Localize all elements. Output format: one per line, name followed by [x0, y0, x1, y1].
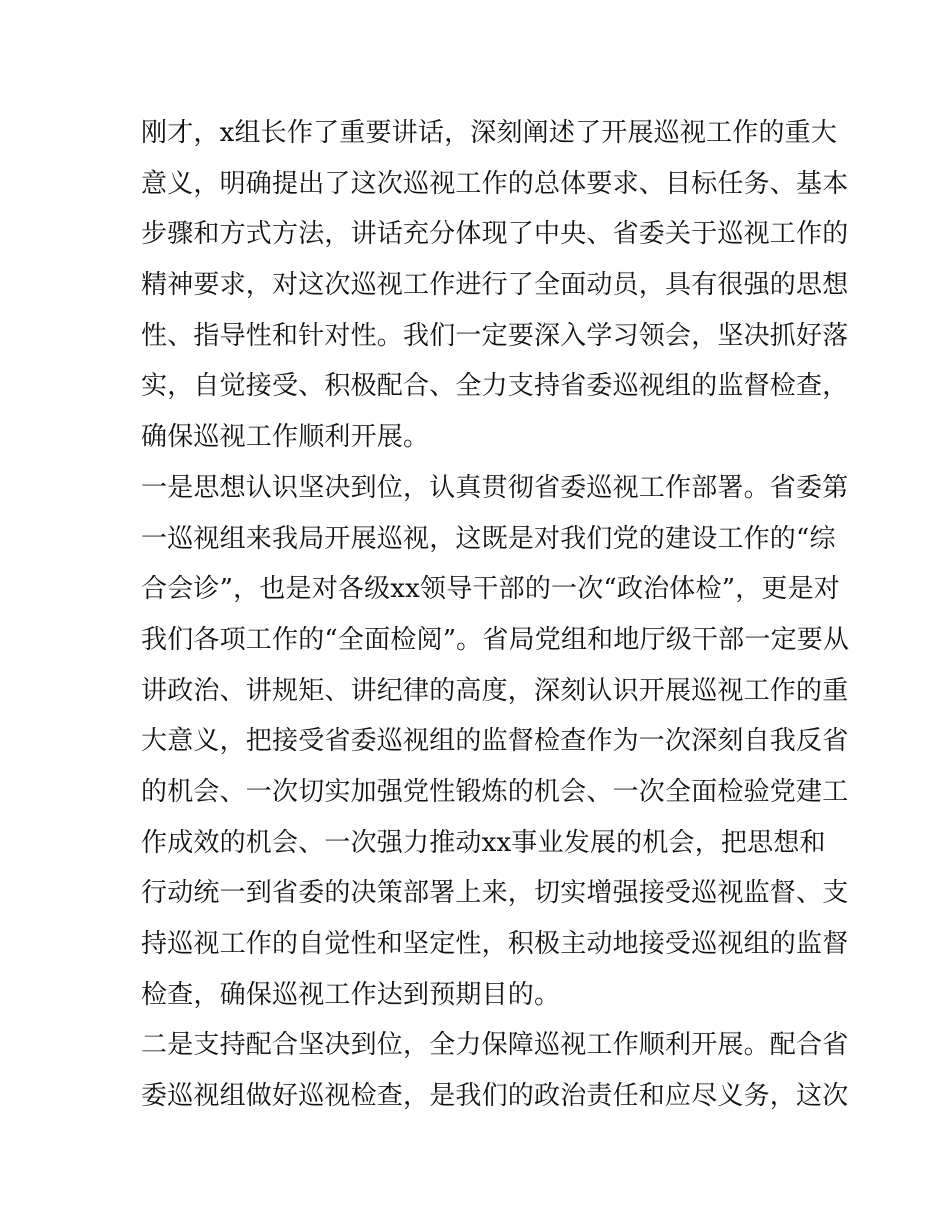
text-line: 一是思想认识坚决到位，认真贯彻省委巡视工作部署。省委第 [141, 472, 849, 503]
text-line: 作成效的机会、一次强力推动xx事业发展的机会，把思想和 [141, 827, 826, 858]
text-line: 一巡视组来我局开展巡视，这既是对我们党的建设工作的“综 [141, 523, 836, 554]
text-line: 合会诊”，也是对各级xx领导干部的一次“政治体检”，更是对 [141, 574, 841, 605]
text-line: 讲政治、讲规矩、讲纪律的高度，深刻认识开展巡视工作的重 [141, 675, 849, 706]
text-line: 性、指导性和针对性。我们一定要深入学习领会，坚决抓好落 [141, 320, 849, 351]
text-line: 的机会、一次切实加强党性锻炼的机会、一次全面检验党建工 [141, 776, 849, 807]
text-line: 大意义，把接受省委巡视组的监督检查作为一次深刻自我反省 [141, 726, 849, 757]
text-line: 持巡视工作的自觉性和坚定性，积极主动地接受巡视组的监督 [141, 929, 849, 959]
text-line: 委巡视组做好巡视检查，是我们的政治责任和应尽义务，这次 [141, 1081, 849, 1112]
paragraph-point-two [141, 1020, 849, 1121]
text-line: 检查，确保巡视工作达到预期目的。 [141, 979, 561, 1010]
text-line: 步骤和方式方法，讲话充分体现了中央、省委关于巡视工作的 [141, 219, 849, 250]
document-body [141, 108, 850, 1122]
paragraph-intro [141, 108, 849, 463]
text-line: 实，自觉接受、积极配合、全力支持省委巡视组的监督检查， [141, 371, 849, 402]
text-line: 精神要求，对这次巡视工作进行了全面动员，具有很强的思想 [141, 270, 849, 301]
text-line: 二是支持配合坚决到位，全力保障巡视工作顺利开展。配合省 [141, 1030, 849, 1061]
text-line: 我们各项工作的“全面检阅”。省局党组和地厅级干部一定要从 [141, 624, 850, 655]
text-line: 确保巡视工作顺利开展。 [141, 422, 430, 453]
text-line: 刚才，x组长作了重要讲话，深刻阐述了开展巡视工作的重大 [141, 118, 838, 148]
text-line: 意义，明确提出了这次巡视工作的总体要求、目标任务、基本 [141, 168, 849, 199]
text-line: 行动统一到省委的决策部署上来，切实增强接受巡视监督、支 [141, 878, 849, 909]
paragraph-point-one [141, 463, 850, 1021]
